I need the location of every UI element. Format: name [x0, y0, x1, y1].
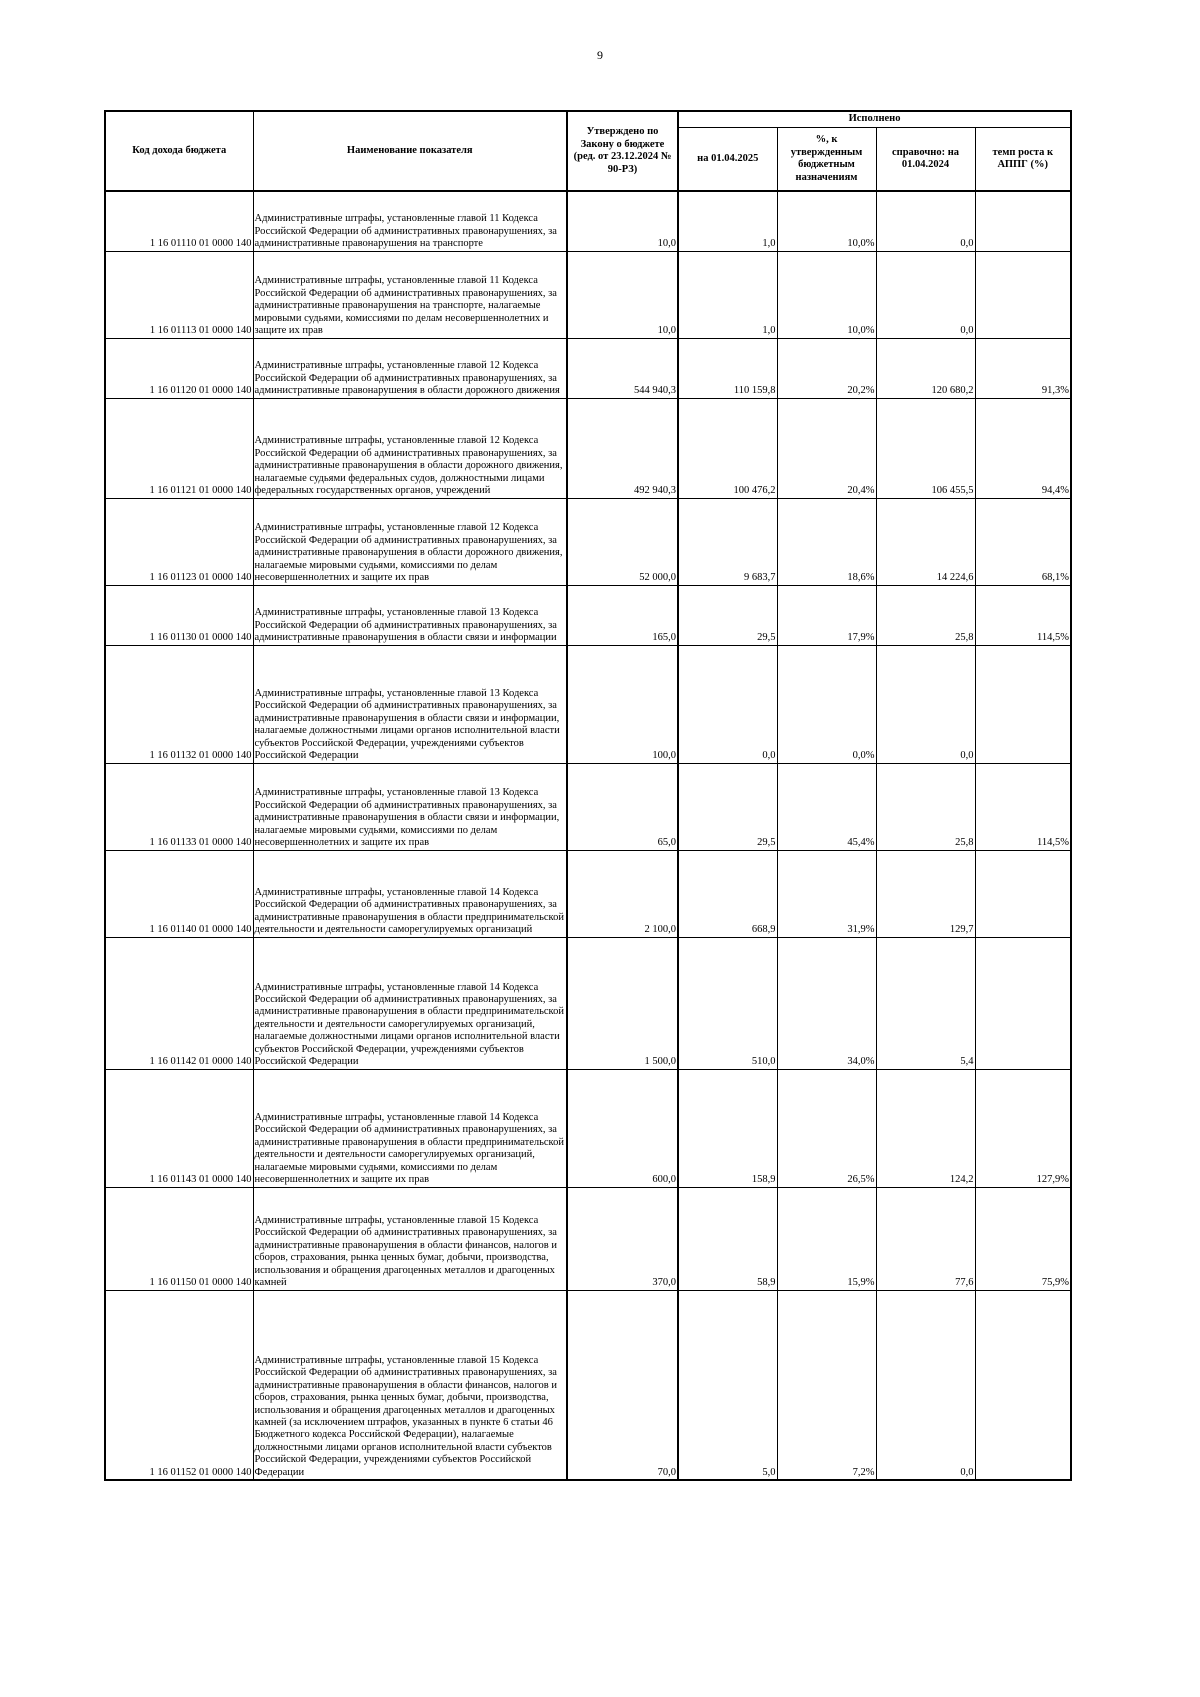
table-row — [105, 1187, 1071, 1290]
row-executed: 58,9 — [678, 1187, 777, 1290]
row-name: Административные штрафы, установленные главой 14 Кодекса Российской Федерации об административных правонарушениях, за административные правонарушения в области предпринимательской деятельности и деятельности саморегулируемых организаций, налагаемые мировыми судьями, комиссиями по делам несовершеннолетних и защите их прав — [253, 1069, 567, 1187]
row-reference: 124,2 — [876, 1069, 975, 1187]
row-growth: 114,5% — [975, 763, 1071, 850]
table-row — [105, 937, 1071, 1069]
row-growth — [975, 1290, 1071, 1480]
row-name: Административные штрафы, установленные главой 15 Кодекса Российской Федерации об административных правонарушениях, за административные правонарушения в области финансов, налогов и сборов, страхования, рынка ценных бумаг, добычи, производства, использования и обращения драгоценных металлов и драгоценных камней (за исключением штрафов, указанных в пункте 6 статьи 46 Бюджетного кодекса Российской Федерации), налагаемые должностными лицами органов исполнительной власти субъектов Российской Федерации, учреждениями субъектов Российской Федерации — [253, 1290, 567, 1480]
row-executed: 510,0 — [678, 937, 777, 1069]
header-approved: Утверждено по Закону о бюджете (ред. от 23.12.2024 № 90-РЗ) — [567, 111, 678, 191]
row-name: Административные штрафы, установленные главой 12 Кодекса Российской Федерации об административных правонарушениях, за административные правонарушения в области дорожного движения — [253, 338, 567, 398]
header-executed: Исполнено — [678, 111, 1071, 128]
row-growth: 127,9% — [975, 1069, 1071, 1187]
row-name: Административные штрафы, установленные главой 14 Кодекса Российской Федерации об административных правонарушениях, за административные правонарушения в области предпринимательской деятельности и деятельности саморегулируемых организаций, налагаемые должностными лицами органов исполнительной власти субъектов Российской Федерации, учреждениями субъектов Российской Федерации — [253, 937, 567, 1069]
row-percent: 7,2% — [777, 1290, 876, 1480]
row-name: Административные штрафы, установленные главой 11 Кодекса Российской Федерации об административных правонарушениях, за административные правонарушения на транспорте, налагаемые мировыми судьями, комиссиями по делам несовершеннолетних и защите их прав — [253, 251, 567, 338]
row-percent: 15,9% — [777, 1187, 876, 1290]
table-row — [105, 763, 1071, 850]
row-name: Административные штрафы, установленные главой 15 Кодекса Российской Федерации об административных правонарушениях, за административные правонарушения в области финансов, налогов и сборов, страхования, рынка ценных бумаг, добычи, производства, использования и обращения драгоценных металлов и драгоценных камней — [253, 1187, 567, 1290]
row-name: Административные штрафы, установленные главой 13 Кодекса Российской Федерации об административных правонарушениях, за административные правонарушения в области связи и информации — [253, 585, 567, 645]
row-name: Административные штрафы, установленные главой 11 Кодекса Российской Федерации об административных правонарушениях, за административные правонарушения на транспорте — [253, 191, 567, 251]
row-code: 1 16 01110 01 0000 140 — [105, 191, 253, 251]
row-code: 1 16 01130 01 0000 140 — [105, 585, 253, 645]
row-percent: 45,4% — [777, 763, 876, 850]
table-row — [105, 1069, 1071, 1187]
row-reference: 0,0 — [876, 251, 975, 338]
row-executed: 668,9 — [678, 850, 777, 937]
row-approved: 544 940,3 — [567, 338, 678, 398]
row-percent: 18,6% — [777, 498, 876, 585]
row-approved: 370,0 — [567, 1187, 678, 1290]
row-executed: 100 476,2 — [678, 398, 777, 498]
table-row — [105, 498, 1071, 585]
header-name: Наименование показателя — [253, 111, 567, 191]
table-row — [105, 1290, 1071, 1480]
row-name: Административные штрафы, установленные главой 13 Кодекса Российской Федерации об административных правонарушениях, за административные правонарушения в области связи и информации, налагаемые мировыми судьями, комиссиями по делам несовершеннолетних и защите их прав — [253, 763, 567, 850]
table-row — [105, 251, 1071, 338]
row-name: Административные штрафы, установленные главой 14 Кодекса Российской Федерации об административных правонарушениях, за административные правонарушения в области предпринимательской деятельности и деятельности саморегулируемых организаций — [253, 850, 567, 937]
budget-revenue-table — [104, 110, 1072, 1481]
row-growth — [975, 850, 1071, 937]
row-executed: 29,5 — [678, 763, 777, 850]
table-row — [105, 398, 1071, 498]
row-reference: 25,8 — [876, 763, 975, 850]
row-approved: 1 500,0 — [567, 937, 678, 1069]
row-reference: 0,0 — [876, 1290, 975, 1480]
table-row — [105, 645, 1071, 763]
row-percent: 31,9% — [777, 850, 876, 937]
row-name: Административные штрафы, установленные главой 12 Кодекса Российской Федерации об административных правонарушениях, за административные правонарушения в области дорожного движения, налагаемые мировыми судьями, комиссиями по делам несовершеннолетних и защите их прав — [253, 498, 567, 585]
row-approved: 492 940,3 — [567, 398, 678, 498]
row-approved: 10,0 — [567, 251, 678, 338]
row-approved: 10,0 — [567, 191, 678, 251]
row-percent: 20,4% — [777, 398, 876, 498]
table-row — [105, 850, 1071, 937]
header-reference: справочно: на 01.04.2024 — [876, 128, 975, 192]
row-code: 1 16 01120 01 0000 140 — [105, 338, 253, 398]
row-code: 1 16 01123 01 0000 140 — [105, 498, 253, 585]
row-executed: 110 159,8 — [678, 338, 777, 398]
table-row — [105, 191, 1071, 251]
row-code: 1 16 01113 01 0000 140 — [105, 251, 253, 338]
row-growth — [975, 645, 1071, 763]
row-executed: 29,5 — [678, 585, 777, 645]
row-percent: 20,2% — [777, 338, 876, 398]
row-growth: 68,1% — [975, 498, 1071, 585]
row-executed: 158,9 — [678, 1069, 777, 1187]
row-growth — [975, 191, 1071, 251]
table-body — [105, 191, 1071, 1480]
row-executed: 1,0 — [678, 251, 777, 338]
row-reference: 25,8 — [876, 585, 975, 645]
row-reference: 0,0 — [876, 645, 975, 763]
row-growth: 91,3% — [975, 338, 1071, 398]
row-reference: 77,6 — [876, 1187, 975, 1290]
row-approved: 70,0 — [567, 1290, 678, 1480]
row-percent: 0,0% — [777, 645, 876, 763]
row-code: 1 16 01143 01 0000 140 — [105, 1069, 253, 1187]
row-reference: 0,0 — [876, 191, 975, 251]
row-growth: 114,5% — [975, 585, 1071, 645]
row-approved: 600,0 — [567, 1069, 678, 1187]
row-percent: 17,9% — [777, 585, 876, 645]
row-percent: 34,0% — [777, 937, 876, 1069]
row-reference: 120 680,2 — [876, 338, 975, 398]
row-name: Административные штрафы, установленные главой 12 Кодекса Российской Федерации об административных правонарушениях, за административные правонарушения в области дорожного движения, налагаемые судьями федеральных судов, должностными лицами федеральных государственных органов, учреждений — [253, 398, 567, 498]
table-row — [105, 338, 1071, 398]
row-growth: 94,4% — [975, 398, 1071, 498]
row-approved: 2 100,0 — [567, 850, 678, 937]
row-executed: 5,0 — [678, 1290, 777, 1480]
header-growth: темп роста к АППГ (%) — [975, 128, 1071, 192]
row-growth: 75,9% — [975, 1187, 1071, 1290]
row-reference: 129,7 — [876, 850, 975, 937]
row-percent: 10,0% — [777, 251, 876, 338]
row-approved: 52 000,0 — [567, 498, 678, 585]
header-code: Код дохода бюджета — [105, 111, 253, 191]
header-percent: %, к утвержденным бюджетным назначениям — [777, 128, 876, 192]
row-growth — [975, 937, 1071, 1069]
table-row — [105, 585, 1071, 645]
row-code: 1 16 01142 01 0000 140 — [105, 937, 253, 1069]
row-growth — [975, 251, 1071, 338]
row-approved: 100,0 — [567, 645, 678, 763]
row-reference: 14 224,6 — [876, 498, 975, 585]
row-percent: 26,5% — [777, 1069, 876, 1187]
row-name: Административные штрафы, установленные главой 13 Кодекса Российской Федерации об административных правонарушениях, за административные правонарушения в области связи и информации, налагаемые должностными лицами органов исполнительной власти субъектов Российской Федерации, учреждениями субъектов Российской Федерации — [253, 645, 567, 763]
row-reference: 106 455,5 — [876, 398, 975, 498]
row-code: 1 16 01150 01 0000 140 — [105, 1187, 253, 1290]
row-executed: 1,0 — [678, 191, 777, 251]
page-number: 9 — [597, 48, 603, 62]
row-code: 1 16 01121 01 0000 140 — [105, 398, 253, 498]
row-executed: 9 683,7 — [678, 498, 777, 585]
header-on-date: на 01.04.2025 — [678, 128, 777, 192]
row-reference: 5,4 — [876, 937, 975, 1069]
row-executed: 0,0 — [678, 645, 777, 763]
row-code: 1 16 01152 01 0000 140 — [105, 1290, 253, 1480]
row-approved: 65,0 — [567, 763, 678, 850]
row-approved: 165,0 — [567, 585, 678, 645]
row-code: 1 16 01132 01 0000 140 — [105, 645, 253, 763]
row-percent: 10,0% — [777, 191, 876, 251]
row-code: 1 16 01140 01 0000 140 — [105, 850, 253, 937]
row-code: 1 16 01133 01 0000 140 — [105, 763, 253, 850]
